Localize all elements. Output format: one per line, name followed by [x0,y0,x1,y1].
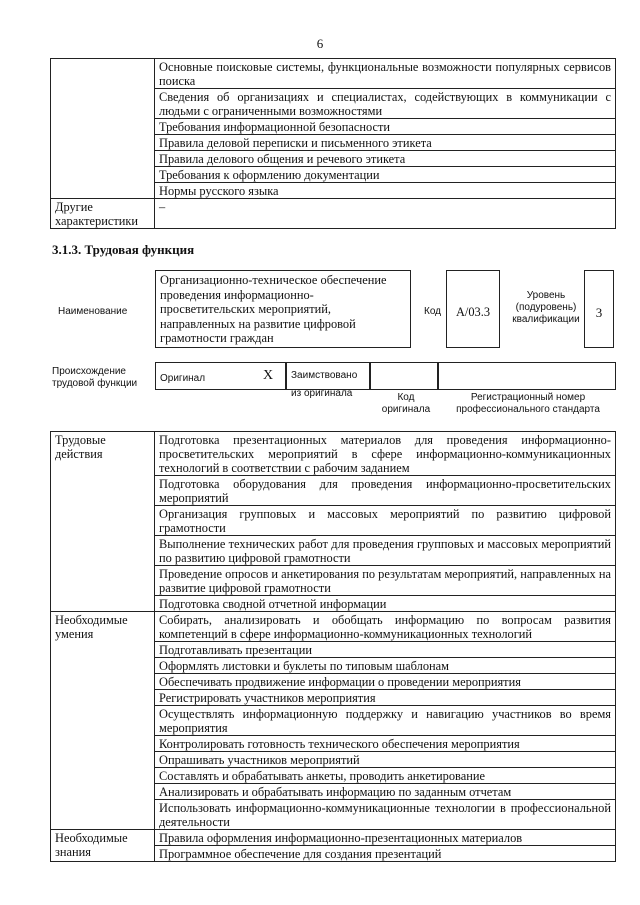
code-original-label: Код оригинала [381,392,431,415]
actions-label: Трудовые действия [51,432,155,612]
table-cell: Оформлять листовки и буклеты по типовым шаблонам [155,658,616,674]
table-cell: Собирать, анализировать и обобщать информацию по вопросам развития компетенций в сфере информационно-коммуникационных технологий [155,612,616,642]
code-original-box [370,362,438,390]
labor-function-table [50,431,616,862]
table-cell: Нормы русского языка [155,183,616,199]
code-label: Код [424,306,442,317]
table-cell: Основные поисковые системы, функциональные возможности популярных сервисов поиска [155,59,616,89]
empty-label-cell [51,59,155,199]
table-row [51,199,616,229]
table-cell: Требования информационной безопасности [155,119,616,135]
origin-label: Происхождение трудовой функции [52,366,138,389]
original-label: Оригинал [160,373,206,384]
table-row [51,432,616,476]
table-cell: Использовать информационно-коммуникационные технологии в профессиональной деятельности [155,800,616,830]
table-cell: Составлять и обрабатывать анкеты, проводить анкетирование [155,768,616,784]
section-title: 3.1.3. Трудовая функция [52,242,195,257]
knowledge-table-continued [50,58,616,229]
table-cell: Правила делового общения и речевого этикета [155,151,616,167]
table-cell: Выполнение технических работ для проведения групповых и массовых мероприятий по развитию цифровой грамотности [155,536,616,566]
reg-number-box [438,362,616,390]
table-cell: Правила деловой переписки и письменного этикета [155,135,616,151]
table-cell: Требования к оформлению документации [155,167,616,183]
table-row [51,612,616,642]
level-value-box: 3 [584,270,614,348]
table-row [51,830,616,846]
level-label: Уровень (подуровень) квалификации [512,290,580,325]
table-cell: Подготовка оборудования для проведения информационно-просветительских мероприятий [155,476,616,506]
table-cell: Правила оформления информационно-презентационных материалов [155,830,616,846]
table-cell: Контролировать готовность технического обеспечения мероприятия [155,736,616,752]
original-mark: X [263,368,274,383]
other-characteristics-value: – [155,199,616,229]
table-cell: Опрашивать участников мероприятий [155,752,616,768]
table-cell: Организация групповых и массовых мероприятий по развитию цифровой грамотности [155,506,616,536]
skills-label: Необходимые умения [51,612,155,830]
table-cell: Регистрировать участников мероприятия [155,690,616,706]
table-cell: Программное обеспечение для создания презентаций [155,846,616,862]
table-cell: Проведение опросов и анкетирования по результатам мероприятий, направленных на развитие цифровой грамотности [155,566,616,596]
table-cell: Подготавливать презентации [155,642,616,658]
table-row [51,59,616,89]
knowledge-label: Необходимые знания [51,830,155,862]
borrowed-label: Заимствовано из оригинала [291,370,358,399]
table-cell: Подготовка сводной отчетной информации [155,596,616,612]
reg-number-label: Регистрационный номер профессионального стандарта [456,392,600,415]
page-number: 6 [316,36,324,51]
name-label: Наименование [58,306,128,317]
function-name-box: Организационно-техническое обеспечение проведения информационно-просветительских мероприятий, направленных на развитие цифровой грамотности граждан [155,270,411,348]
code-value-box: А/03.3 [446,270,500,348]
table-cell: Обеспечивать продвижение информации о проведении мероприятия [155,674,616,690]
table-cell: Анализировать и обрабатывать информацию по заданным отчетам [155,784,616,800]
other-characteristics-label: Другие характеристики [51,199,155,229]
table-cell: Сведения об организациях и специалистах, содействующих в коммуникации с людьми с ограниченными возможностями [155,89,616,119]
borrowed-box [286,362,370,399]
table-cell: Осуществлять информационную поддержку и навигацию участников во время мероприятия [155,706,616,736]
table-cell: Подготовка презентационных материалов для проведения информационно-просветительских мероприятий в сфере информационно-коммуникационных технологий в соответствии с рабочим заданием [155,432,616,476]
